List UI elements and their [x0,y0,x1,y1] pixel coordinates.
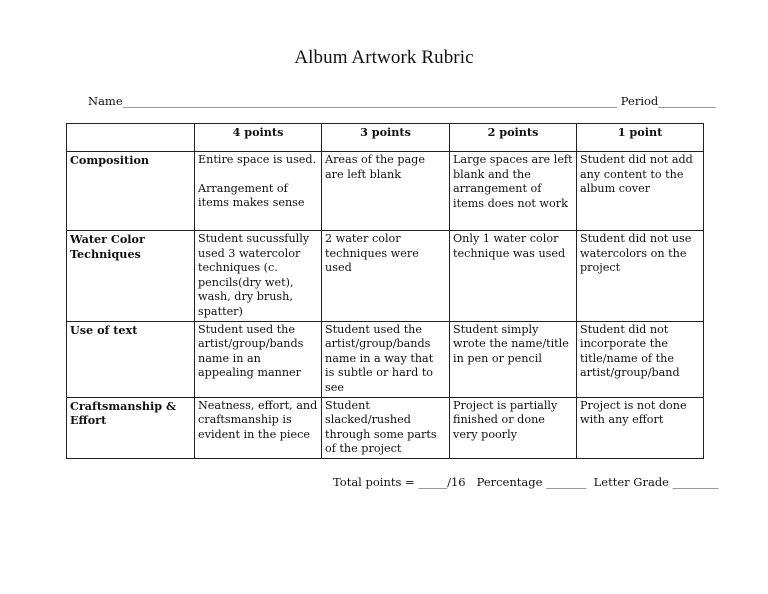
letter-grade-label: Letter Grade [593,475,669,489]
letter-grade-blank: ________ [672,475,719,489]
rubric-cell: Student used the artist/group/bands name in an appealing manner [195,321,322,397]
rubric-cell: Student simply wrote the name/title in pen or pencil [450,321,577,397]
percentage-blank: _______ [546,475,587,489]
name-blank: ______________________________________________________________________________________ [122,94,618,108]
total-points-blank: _____ [418,475,448,489]
header-cell-3-points: 3 points [322,124,450,152]
criterion-cell: Craftsmanship & Effort [67,397,195,458]
header-row [67,124,704,152]
header-cell-empty [67,124,195,152]
page-title: Album Artwork Rubric [294,47,474,68]
cell-text: Entire space is used. [198,153,317,166]
rubric-cell: Student did not incorporate the title/name of the artist/group/band [577,321,704,397]
rubric-cell: Student used the artist/group/bands name in a way that is subtle or hard to see [322,321,450,397]
totals-line [333,475,719,489]
name-label: Name [88,94,123,108]
total-points-denominator: /16 [447,475,466,489]
header-cell-1-point: 1 point [577,124,704,152]
cell-text: Arrangement of items makes sense [198,181,305,210]
percentage-label: Percentage [476,475,543,489]
rubric-cell: Neatness, effort, and craftsmanship is evident in the piece [195,397,322,458]
rubric-cell: Project is partially finished or done very poorly [450,397,577,458]
rubric-cell: Areas of the page are left blank [322,152,450,231]
period-blank: __________ [658,94,716,108]
table-row [67,321,704,397]
criterion-cell: Composition [67,152,195,231]
rubric-cell: 2 water color techniques were used [322,231,450,322]
rubric-cell: Student did not use watercolors on the project [577,231,704,322]
rubric-cell: Student did not add any content to the album cover [577,152,704,231]
header-cell-4-points: 4 points [195,124,322,152]
total-points-label: Total points = [333,475,419,489]
table-row [67,152,704,231]
rubric-cell: Student sucussfully used 3 watercolor techniques (c. pencils(dry wet), wash, dry brush, spatter) [195,231,322,322]
rubric-cell: Project is not done with any effort [577,397,704,458]
rubric-cell: Large spaces are left blank and the arrangement of items does not work [450,152,577,231]
criterion-cell: Use of text [67,321,195,397]
rubric-cell: Student slacked/rushed through some parts of the project [322,397,450,458]
rubric-cell: Only 1 water color technique was used [450,231,577,322]
cell-gap [198,168,318,182]
name-period-line [88,94,716,108]
criterion-cell: Water Color Techniques [67,231,195,322]
table-row [67,231,704,322]
period-label: Period [620,94,659,108]
table-row [67,397,704,458]
header-cell-2-points: 2 points [450,124,577,152]
rubric-table [66,123,704,459]
rubric-cell [195,152,322,231]
